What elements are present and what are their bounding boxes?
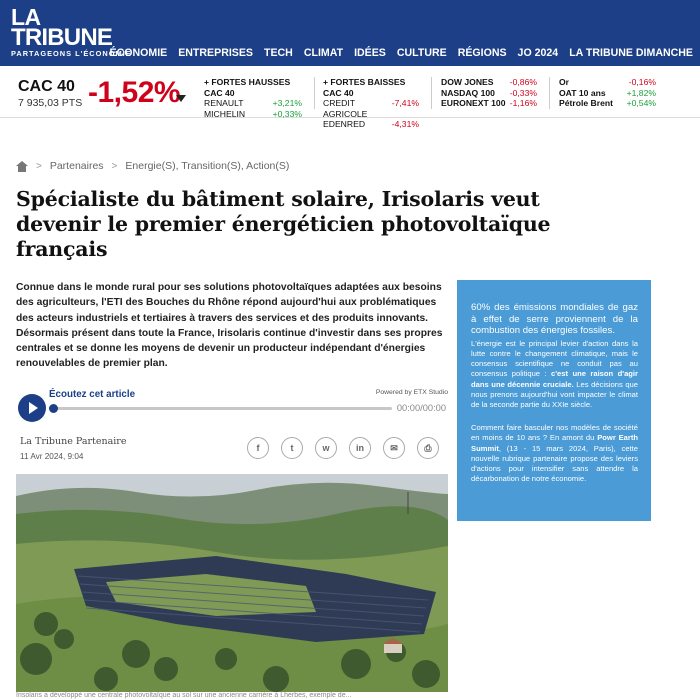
ticker-value: -7,41%	[391, 98, 419, 109]
ticker-divider	[314, 77, 315, 109]
sidebar-body-text: L'énergie est le principal levier d'action dans la lutte contre le changement climatique, mais le consensus scientifique ne conduit pas au consensus politique :	[471, 338, 638, 379]
ticker-name: OAT 10 ans	[559, 87, 606, 98]
nav-climat[interactable]: CLIMAT	[303, 47, 344, 59]
article-author: La Tribune Partenaire	[20, 436, 127, 447]
ticker-row	[559, 98, 656, 109]
sidebar-body-highlight: c'est une raison d'agir dans une décennie cruciale.	[471, 369, 638, 389]
audio-powered-by[interactable]: Powered by ETX Studio	[375, 389, 448, 396]
photo-caption: Irisolaris a développé une centrale photovoltaïque au sol sur une ancienne carrière à Lherbes, exemple de...	[16, 692, 352, 699]
ticker-name: NASDAQ 100	[441, 87, 495, 98]
logo-line1: LA	[11, 4, 41, 30]
play-icon[interactable]	[18, 394, 46, 422]
sidebar-paragraph	[471, 423, 638, 484]
nav-entreprises[interactable]: ENTREPRISES	[178, 47, 253, 59]
solar-farm-illustration	[16, 474, 448, 692]
logo-line2: TRIBUNE	[11, 23, 113, 51]
audio-player	[16, 386, 448, 426]
whatsapp-icon[interactable]: w	[315, 437, 337, 459]
breadcrumb-partenaires[interactable]: Partenaires	[49, 160, 104, 172]
top-losers[interactable]	[323, 77, 419, 130]
home-icon[interactable]	[16, 161, 28, 172]
breadcrumb	[16, 160, 289, 172]
market-ticker	[0, 66, 700, 130]
audio-time: 00:00/00:00	[396, 403, 446, 413]
ticker-row	[441, 77, 537, 88]
article-title: Spécialiste du bâtiment solaire, Irisolaris veut devenir le premier énergéticien photovoltaïque français	[16, 187, 551, 261]
ticker-divider	[549, 77, 550, 109]
top-losers-title: + FORTES BAISSES CAC 40	[323, 77, 406, 98]
ticker-value: -1,16%	[509, 98, 537, 109]
sidebar-p2-text: Comment faire basculer nos modèles de société en moins de 10 ans ? En amont du	[471, 423, 638, 443]
partner-sidebar	[457, 280, 651, 521]
nav-tech[interactable]: TECH	[263, 47, 293, 59]
index-name[interactable]: CAC 40	[18, 78, 75, 95]
ticker-row	[441, 98, 537, 109]
ticker-row	[323, 119, 419, 130]
nav-economie[interactable]: ÉCONOMIE	[109, 47, 168, 59]
logo-tagline: PARTAGEONS L'ÉCONOMIE	[11, 49, 132, 59]
ticker-name: MICHELIN	[204, 108, 246, 119]
chevron-right-icon: >	[36, 160, 42, 172]
ticker-name: CREDIT AGRICOLE	[323, 98, 368, 119]
audio-label: Écoutez cet article	[49, 389, 136, 400]
facebook-icon[interactable]: f	[247, 437, 269, 459]
ticker-name: EDENRED	[323, 119, 366, 130]
ticker-row	[559, 77, 656, 88]
sidebar-body-text: Les décisions que nous prenons aujourd'hui vont impacter le climat de la seconde partie du XXIe siècle.	[471, 379, 638, 409]
commodities[interactable]	[559, 77, 656, 109]
ticker-row	[204, 109, 302, 120]
ticker-row	[323, 98, 419, 119]
audio-progress-track[interactable]	[52, 407, 392, 410]
ticker-name: RENAULT	[204, 98, 244, 109]
chevron-right-icon: >	[111, 160, 118, 172]
print-icon[interactable]: ⎙	[417, 437, 439, 459]
ticker-value: -0,86%	[509, 77, 537, 87]
sidebar-event-link[interactable]: Powr Earth Summit	[471, 433, 638, 453]
top-gainers-title: + FORTES HAUSSES CAC 40	[204, 77, 291, 98]
sidebar-lead: 60% des émissions mondiales de gaz à effet de serre proviennent de la combustion des énergies fossiles.	[471, 302, 638, 337]
down-arrow-icon	[176, 95, 186, 102]
breadcrumb-rubrique[interactable]: Energie(S), Transition(S), Action(S)	[125, 160, 290, 172]
nav-regions[interactable]: RÉGIONS	[457, 47, 507, 59]
world-indices[interactable]	[441, 77, 537, 109]
ticker-value: -4,31%	[391, 119, 419, 130]
top-gainers[interactable]	[204, 77, 302, 119]
nav-jo2024[interactable]: JO 2024	[517, 47, 559, 59]
twitter-icon[interactable]: t	[281, 437, 303, 459]
ticker-value: +1,82%	[626, 87, 656, 98]
main-nav	[110, 47, 693, 59]
ticker-value: +0,33%	[272, 108, 302, 119]
ticker-value: +3,21%	[272, 98, 302, 109]
ticker-divider	[431, 77, 432, 109]
ticker-value: -0,16%	[628, 77, 656, 87]
ticker-row	[204, 98, 302, 109]
article-intro: Connue dans le monde rural pour ses solutions photovoltaïques adaptées aux besoins des agriculteurs, l'ETI des Bouches du Rhône répond aujourd'hui aux problématiques des acteurs industriels et tertiaires à travers des services et des produits innovants. Désormais présent dans toute la France, Irisolaris continue d'investir dans ses propres centrales et se donne les moyens de devenir un producteur indépendant d'énergies renouvelables de premier plan.	[16, 282, 443, 370]
index-change: -1,52%	[88, 76, 181, 109]
ticker-row	[441, 88, 537, 99]
sidebar-body	[471, 339, 638, 410]
article-photo	[16, 474, 448, 692]
ticker-value: +0,54%	[626, 98, 656, 109]
nav-culture[interactable]: CULTURE	[396, 47, 447, 59]
linkedin-icon[interactable]: in	[349, 437, 371, 459]
ticker-value: -0,33%	[509, 87, 537, 98]
site-header	[0, 0, 700, 66]
index-points: 7 935,03 PTS	[18, 97, 83, 109]
share-bar	[247, 437, 439, 459]
sidebar-p2-text: , (13 - 15 mars 2024, Paris), cette nouvelle rubrique partenaire propose des leviers d'actions pour intensifier sans attendre la décarbonation de notre économie.	[471, 443, 638, 484]
nav-la-tribune-dimanche[interactable]: LA TRIBUNE DIMANCHE	[569, 47, 693, 59]
ticker-row	[559, 88, 656, 99]
ticker-name: DOW JONES	[441, 77, 494, 87]
ticker-name: Or	[559, 77, 570, 87]
email-icon[interactable]: ✉	[383, 437, 405, 459]
ticker-name: EURONEXT 100	[441, 98, 506, 109]
article-date: 11 Avr 2024, 9:04	[20, 452, 84, 461]
nav-idees[interactable]: IDÉES	[354, 47, 386, 59]
ticker-name: Pétrole Brent	[559, 98, 613, 109]
audio-progress-handle[interactable]	[49, 404, 58, 413]
